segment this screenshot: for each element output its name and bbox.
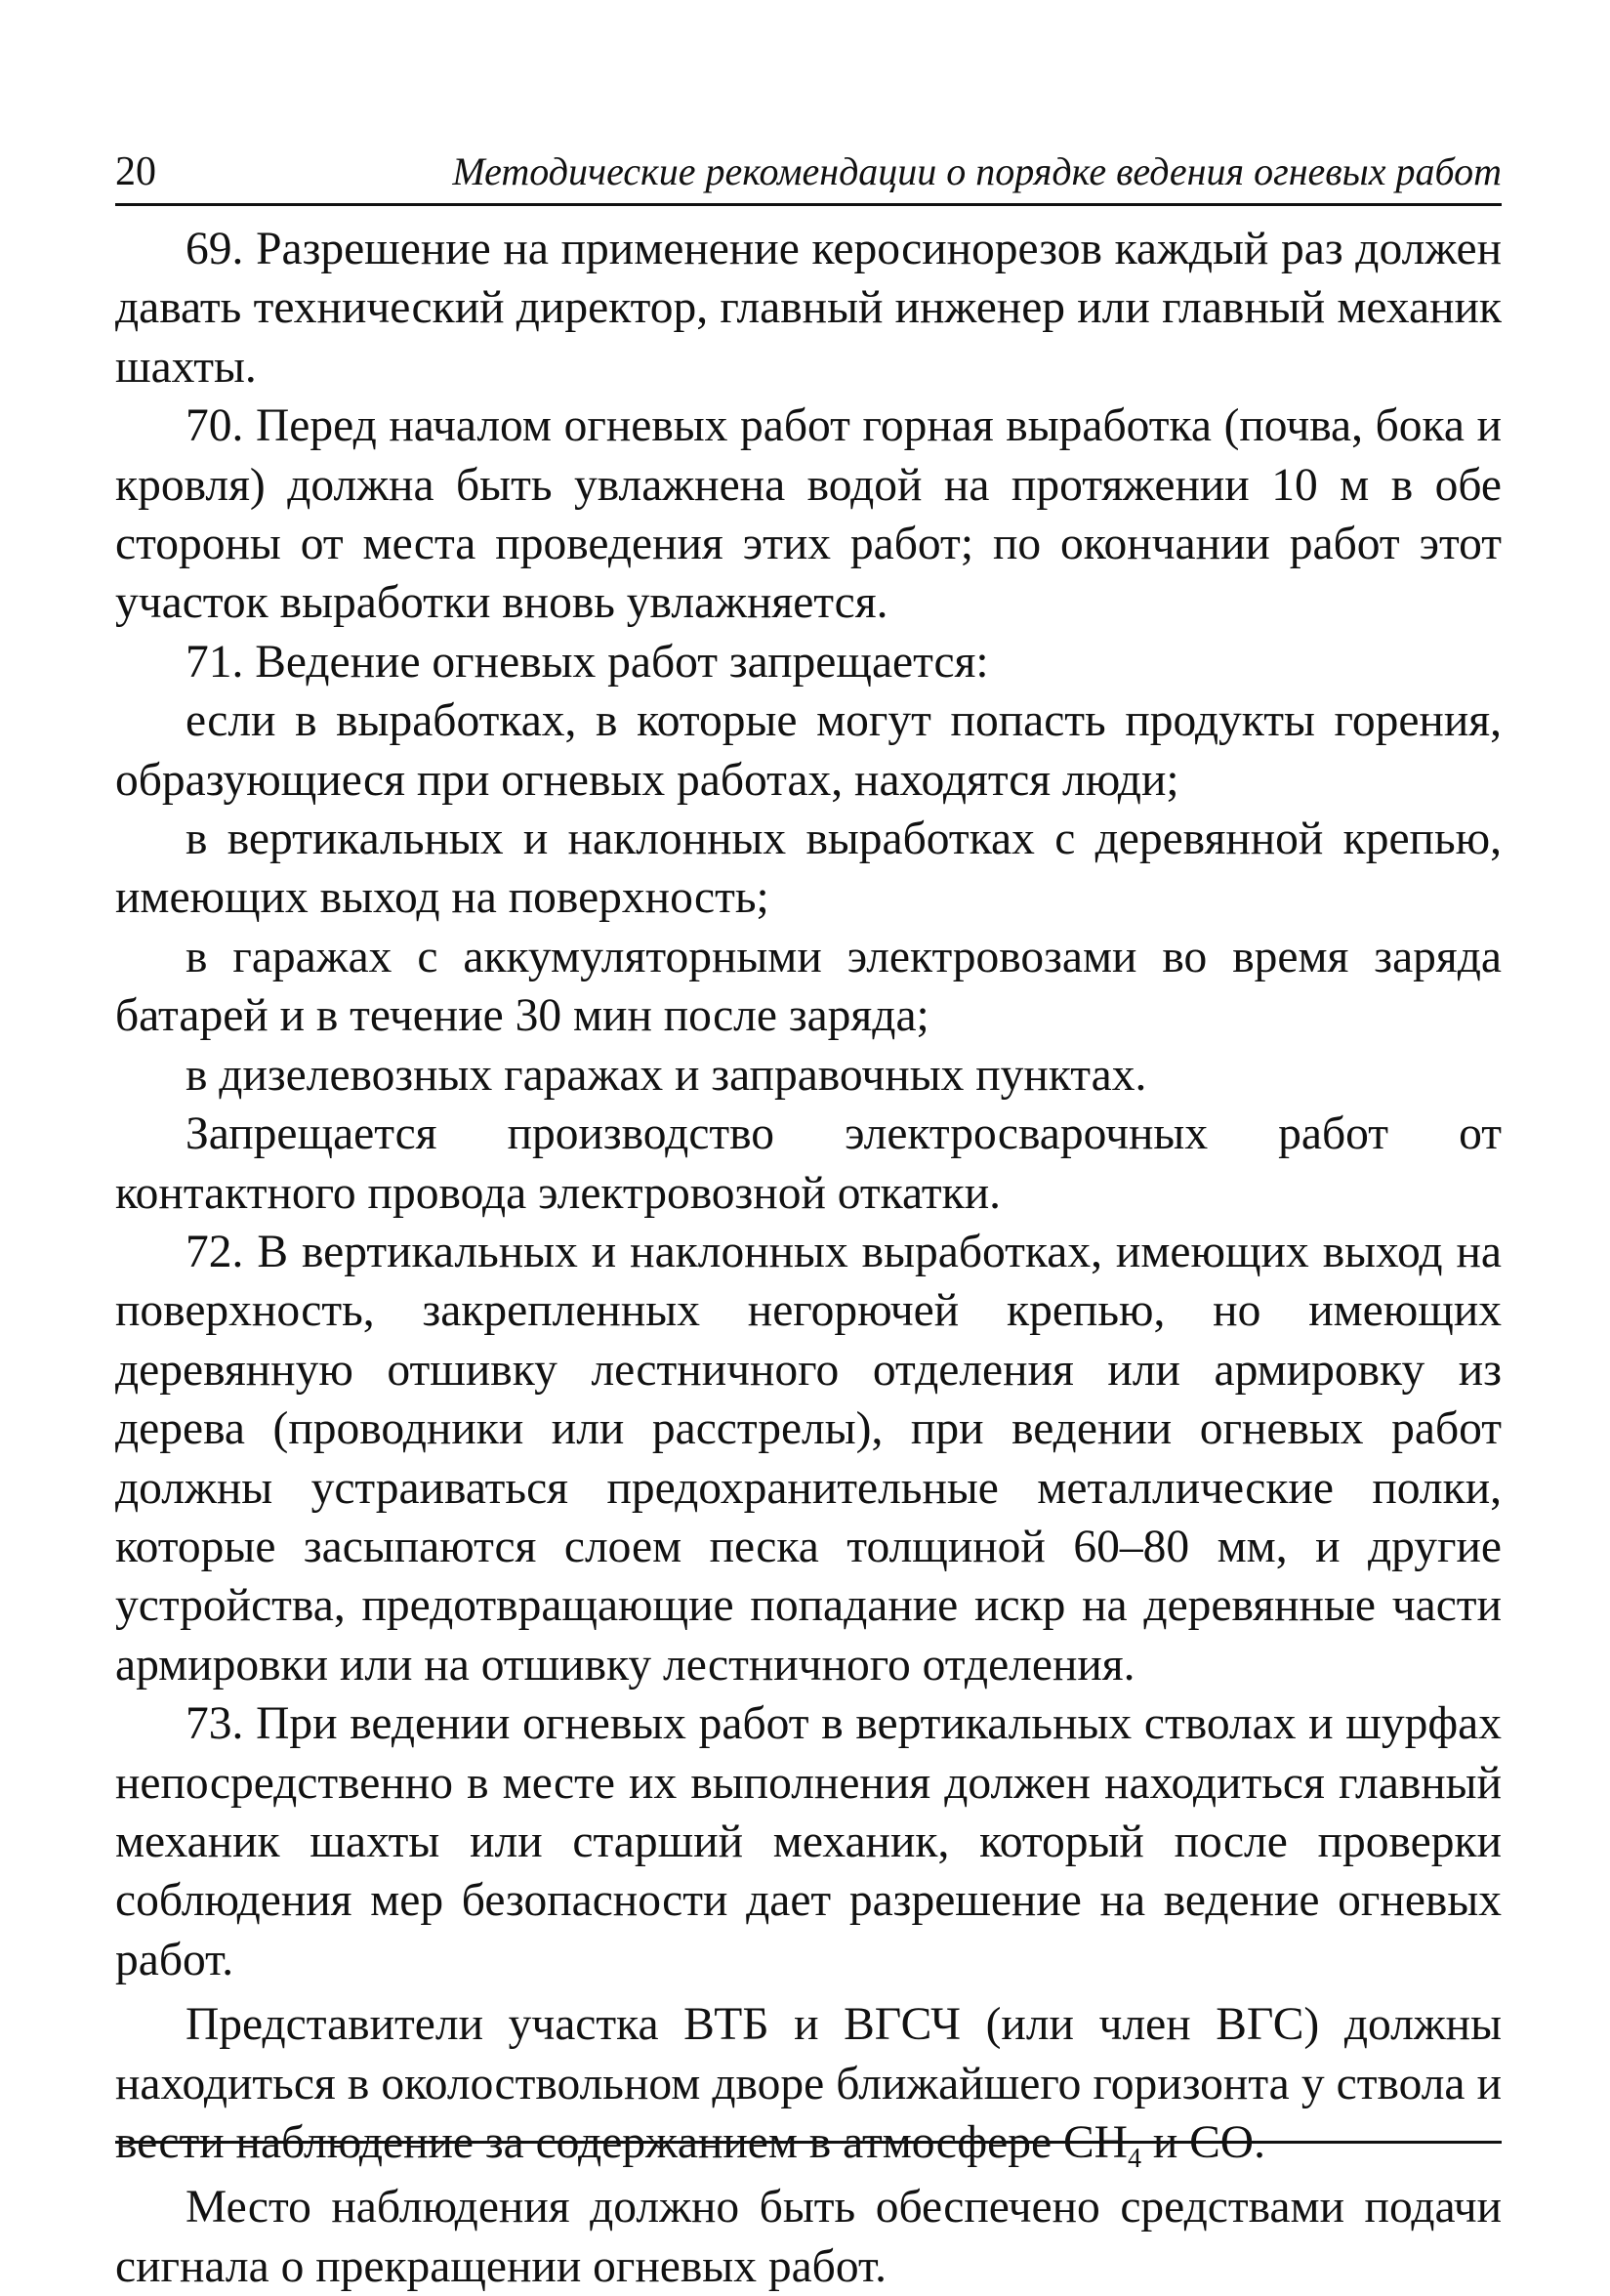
vgsch-text: Представители участка ВТБ и ВГСЧ (или член ВГС) должны находиться в околоствольном дворе ближайшего горизонта у ствола и вести наблюдение за содержанием в атмосфере [115, 1999, 1502, 2168]
prohibition-item-diesel-garages: в дизелевозных гаражах и заправочных пунктах. [186, 1049, 1147, 1101]
paragraph-contact-wire: Запрещается производство электросварочных работ от контактного провода электровозной откатки. [115, 1108, 1502, 1219]
prohibition-item-wooden-support: в вертикальных и наклонных выработках с деревянной крепью, имеющих выход на поверхность; [115, 814, 1502, 924]
paragraph-70: 70. Перед началом огневых работ горная выработка (почва, бока и кровля) должна быть увлажнена водой на протяжении 10 м в обе стороны от места проведения этих работ; по окончании работ этот участок выработки вновь увлажняется. [115, 400, 1502, 629]
paragraph-73: 73. При ведении огневых работ в вертикальных стволах и шурфах непосредственно в месте их выполнения должен находиться главный механик шахты или старший механик, который после проверки соблюдения мер безопасности дает разрешение на ведение огневых работ. [115, 1698, 1502, 1985]
methane-formula-subscript: 4 [1127, 2144, 1141, 2174]
methane-formula-base: CH [1062, 2117, 1128, 2168]
paragraph-vgsch-representatives [115, 1995, 1502, 2172]
paragraph-observation-point: Место наблюдения должно быть обеспечено средствами подачи сигнала о прекращении огневых работ. [115, 2182, 1502, 2292]
page-number: 20 [115, 149, 156, 194]
running-title: Методические рекомендации о порядке ведения огневых работ [452, 149, 1502, 193]
paragraph-69: 69. Разрешение на применение керосинорезов каждый раз должен давать технический директор, главный инженер или главный механик шахты. [115, 224, 1502, 393]
bottom-rule [115, 2141, 1502, 2144]
prohibition-item-people: если в выработках, в которые могут попасть продукты горения, образующиеся при огневых работах, находятся люди; [115, 695, 1502, 806]
running-header [115, 146, 1502, 206]
paragraph-71: 71. Ведение огневых работ запрещается: [186, 636, 989, 688]
paragraph-72: 72. В вертикальных и наклонных выработках, имеющих выход на поверхность, закрепленных негорючей крепью, но имеющих деревянную отшивку лестничного отделения или армировку из дерева (проводники или расстрелы), при ведении огневых работ должны устраиваться предохранительные металлические полки, которые засыпаются слоем песка толщиной 60–80 мм, и другие устройства, предотвращающие попадание искр на деревянные части армировки или на отшивку лестничного отделения. [115, 1226, 1502, 1691]
prohibition-item-battery-garages: в гаражах с аккумуляторными электровозами во время заряда батарей и в течение 30 мин после заряда; [115, 931, 1502, 1042]
vgsch-text-end: и CO. [1140, 2117, 1265, 2168]
body-text [115, 220, 1502, 2296]
